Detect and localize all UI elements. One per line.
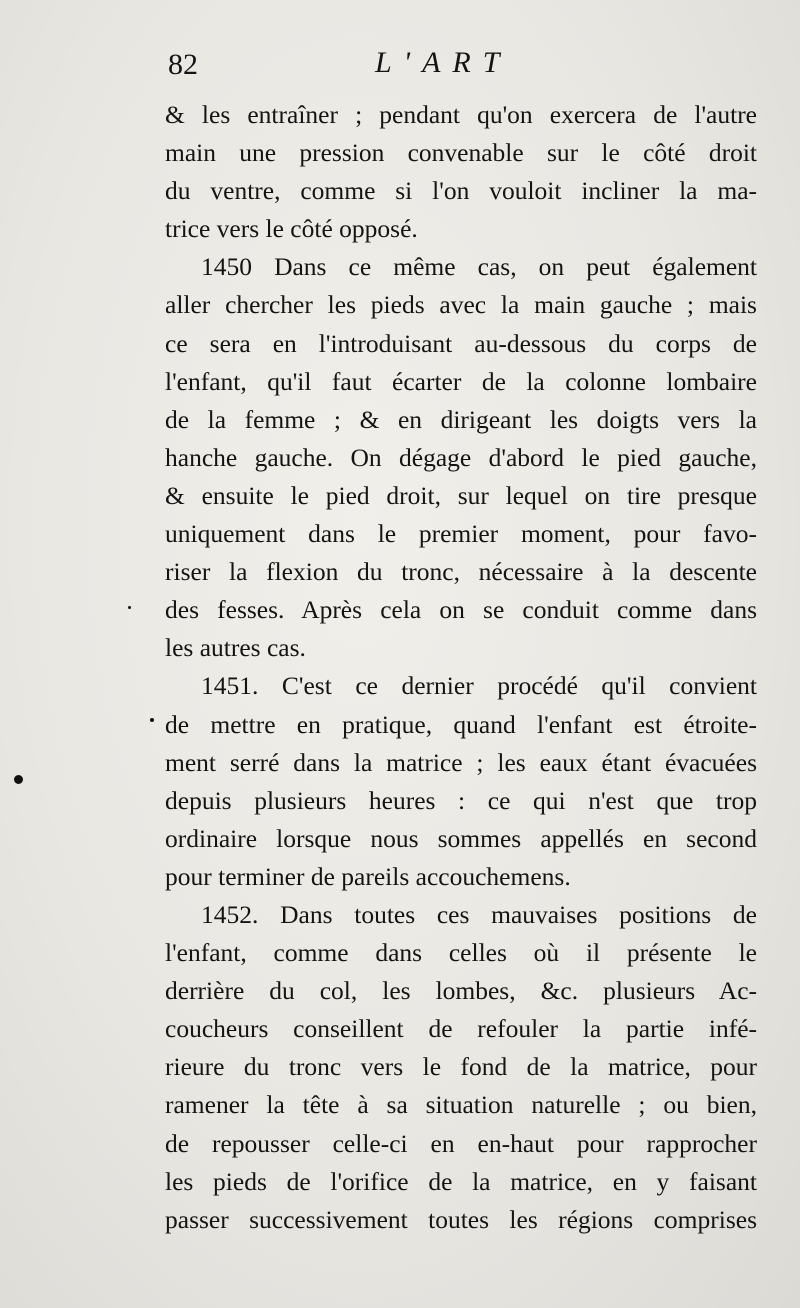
text-line: les autres cas. [165, 633, 306, 663]
text-line: rieure du tronc vers le fond de la matrice, pour [165, 1052, 757, 1082]
ink-speck [150, 718, 154, 722]
text-line: uniquement dans le premier moment, pour favo- [165, 519, 757, 549]
text-line: derrière du col, les lombes, &c. plusieurs Ac- [165, 976, 757, 1006]
paragraph-1450-start: 1450 Dans ce même cas, on peut également [201, 252, 757, 282]
running-title: L'ART [375, 46, 512, 79]
text-line: les pieds de l'orifice de la matrice, en y faisant [165, 1166, 757, 1196]
text-line: & ensuite le pied droit, sur lequel on tire presque [165, 480, 757, 510]
running-head [160, 42, 760, 82]
text-line: l'enfant, comme dans celles où il présente le [165, 938, 757, 968]
text-line: pour terminer de pareils accouchemens. [165, 861, 571, 891]
page-number: 82 [168, 48, 198, 81]
text-line: de repousser celle-ci en en-haut pour rapprocher [165, 1128, 757, 1158]
ink-speck [128, 606, 131, 609]
text-line: des fesses. Après cela on se conduit comme dans [165, 595, 757, 625]
text-line: aller chercher les pieds avec la main gauche ; mais [165, 290, 757, 320]
text-line: passer successivement toutes les régions comprises [165, 1204, 757, 1234]
text-line: de la femme ; & en dirigeant les doigts vers la [165, 404, 757, 434]
text-line: ment serré dans la matrice ; les eaux étant évacuées [165, 747, 757, 777]
text-line: du ventre, comme si l'on vouloit incliner la ma- [165, 176, 757, 206]
text-line: riser la flexion du tronc, nécessaire à la descente [165, 557, 757, 587]
text-line: ordinaire lorsque nous sommes appellés en second [165, 823, 757, 853]
text-line: coucheurs conseillent de refouler la partie infé- [165, 1014, 757, 1044]
text-line: l'enfant, qu'il faut écarter de la colonne lombaire [165, 366, 757, 396]
paragraph-1451-start: 1451. C'est ce dernier procédé qu'il convient [201, 671, 757, 701]
text-line: hanche gauche. On dégage d'abord le pied gauche, [165, 442, 757, 472]
body-text [165, 96, 757, 1239]
text-line: ce sera en l'introduisant au-dessous du corps de [165, 328, 757, 358]
text-line: main une pression convenable sur le côté droit [165, 138, 757, 168]
ink-speck [14, 775, 23, 784]
paragraph-1452-start: 1452. Dans toutes ces mauvaises positions de [201, 899, 757, 929]
text-line: trice vers le côté opposé. [165, 214, 418, 244]
text-line: ramener la tête à sa situation naturelle ; ou bien, [165, 1090, 757, 1120]
text-line: & les entraîner ; pendant qu'on exercera de l'autre [165, 100, 757, 129]
text-line: depuis plusieurs heures : ce qui n'est que trop [165, 785, 757, 815]
text-line: de mettre en pratique, quand l'enfant est étroite- [165, 709, 757, 739]
